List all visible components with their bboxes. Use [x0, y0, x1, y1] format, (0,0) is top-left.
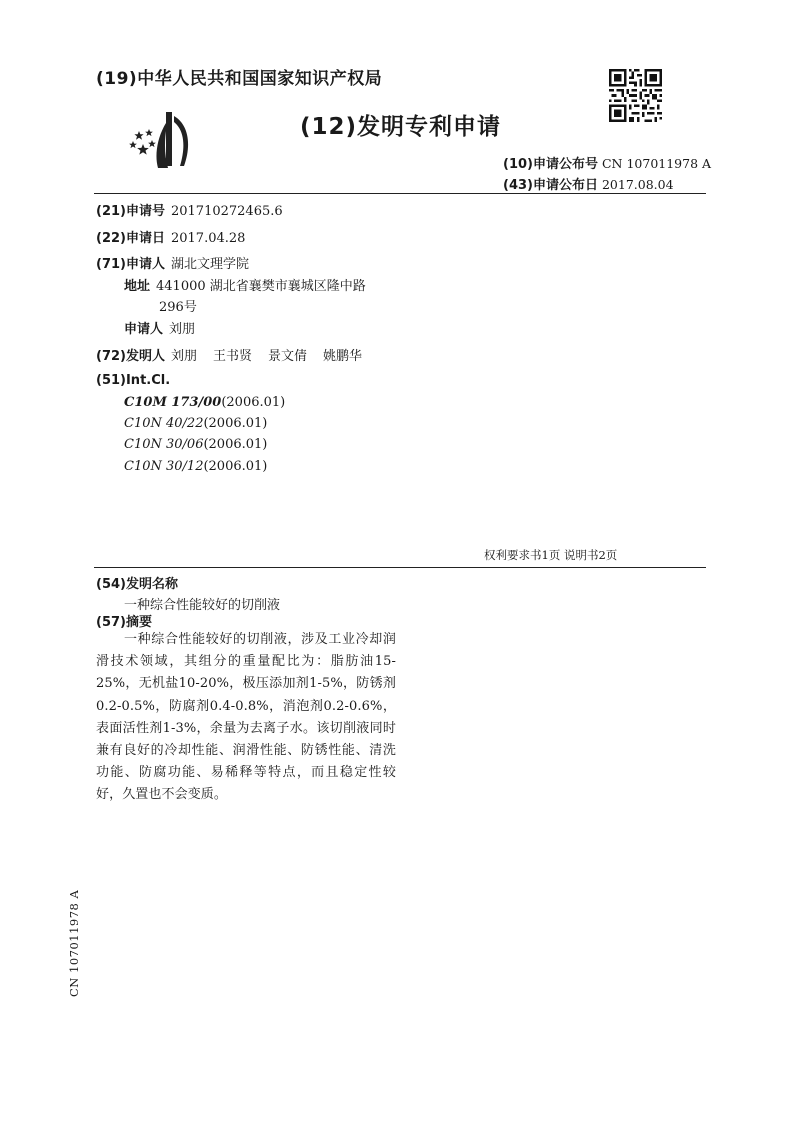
side-publication-number: CN 107011978 A	[67, 889, 81, 997]
ipc-version: (2006.01)	[203, 416, 268, 431]
ipc-class-1	[124, 395, 285, 410]
patent-office-logo-icon	[128, 110, 200, 172]
address-line1: 441000 湖北省襄樊市襄城区隆中路	[156, 279, 366, 294]
ipc-version: (2006.01)	[203, 459, 268, 474]
publication-number-row	[503, 153, 711, 172]
application-number-label: (21)申请号	[96, 204, 165, 219]
abstract-label-row	[96, 611, 152, 630]
abstract-label: (57)摘要	[96, 615, 152, 630]
inventor-1: 刘朋	[170, 349, 197, 364]
address-line2-row	[159, 296, 197, 315]
inventor-3: 景文倩	[268, 349, 308, 364]
ipc-code: C10N 30/12	[124, 459, 204, 474]
ipc-class-3	[124, 437, 267, 452]
address-line2: 296号	[159, 300, 197, 315]
inventors-row	[96, 345, 362, 364]
applicant-label: (71)申请人	[96, 257, 165, 272]
applicant2-label: 申请人	[124, 322, 164, 337]
intcl-label: (51)Int.Cl.	[96, 373, 171, 388]
inventor-4: 姚鹏华	[323, 349, 363, 364]
ipc-class-4	[124, 459, 267, 474]
ipc-code: C10M 173/00	[124, 395, 222, 410]
invention-title-label: (54)发明名称	[96, 577, 178, 592]
qr-code-icon	[609, 69, 662, 122]
address-label: 地址	[124, 279, 151, 294]
office-name: (19)中华人民共和国国家知识产权局	[96, 69, 383, 89]
invention-title-label-row	[96, 573, 178, 592]
header-divider	[94, 193, 706, 194]
filing-date-label: (22)申请日	[96, 231, 165, 246]
pages-info: 权利要求书1页 说明书2页	[484, 548, 618, 562]
address-row	[124, 275, 366, 294]
inventor-2: 王书贤	[213, 349, 253, 364]
ipc-code: C10N 30/06	[124, 437, 204, 452]
filing-date: 2017.04.28	[170, 231, 246, 246]
document-type-title: (12)发明专利申请	[300, 114, 502, 140]
ipc-version: (2006.01)	[221, 395, 286, 410]
applicant-name: 湖北文理学院	[170, 257, 249, 272]
intcl-row	[96, 373, 170, 388]
filing-date-row	[96, 227, 245, 246]
publication-date-row	[503, 174, 674, 193]
invention-title: 一种综合性能较好的切削液	[124, 598, 281, 613]
application-number: 201710272465.6	[170, 204, 283, 219]
publication-date-label: (43)申请公布日	[503, 178, 598, 193]
abstract-text: 一种综合性能较好的切削液，涉及工业冷却润滑技术领域，其组分的重量配比为：脂肪油15-25%，无机盐10-20%，极压添加剂1-5%，防锈剂0.2-0.5%，防腐剂0.4-0.8%，消泡剂0.2-0.6%，表面活性剂1-3%，余量为去离子水。该切削液同时兼有良好的冷却性能、润滑性能、防锈性能、清洗功能、防腐功能、易稀释等特点，而且稳定性较好，久置也不会变质。	[96, 632, 396, 803]
applicant-row	[96, 253, 249, 272]
application-number-row	[96, 200, 283, 219]
applicant2-name: 刘朋	[169, 322, 196, 337]
section-divider	[94, 567, 706, 568]
publication-number: CN 107011978 A	[601, 156, 712, 171]
publication-number-label: (10)申请公布号	[503, 157, 598, 172]
publication-date: 2017.08.04	[601, 177, 674, 192]
ipc-code: C10N 40/22	[124, 416, 204, 431]
inventors-label: (72)发明人	[96, 349, 165, 364]
applicant2-row	[124, 318, 195, 337]
ipc-class-2	[124, 416, 267, 431]
ipc-version: (2006.01)	[203, 437, 268, 452]
